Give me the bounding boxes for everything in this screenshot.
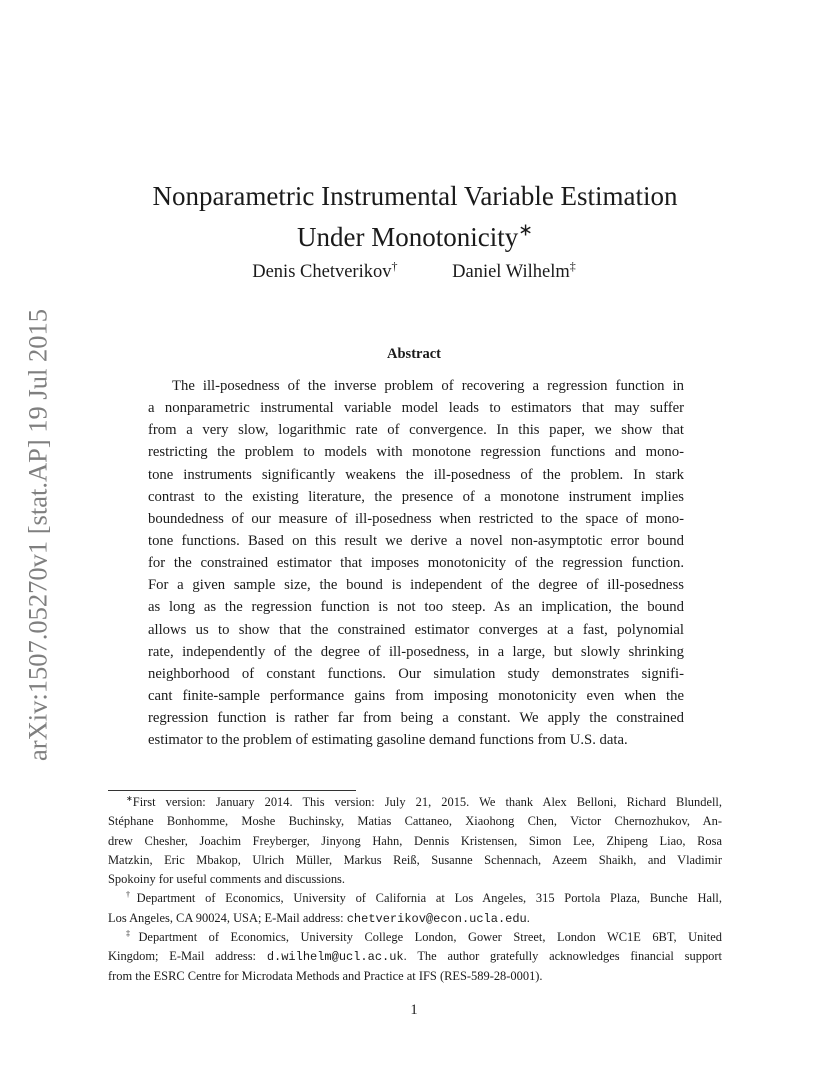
author-chetverikov: Denis Chetverikov† — [252, 258, 398, 282]
abstract-line: tone functions. Based on this result we derive a novel non-asymptotic error bound — [148, 532, 684, 549]
author-wilhelm: Daniel Wilhelm‡ — [452, 258, 576, 282]
footnote-chetverikov-email-line: Los Angeles, CA 90024, USA; E-Mail address: chetverikov@econ.ucla.edu. — [108, 910, 530, 926]
abstract-line: allows us to show that the constrained estimator converges at a fast, polynomial — [148, 621, 684, 638]
abstract-line: a nonparametric instrumental variable model leads to estimators that may suffer — [148, 400, 684, 417]
footnote-wilhelm-affiliation: ‡Department of Economics, University College London, Gower Street, London WC1E 6BT, United — [126, 929, 722, 945]
footnotes — [108, 793, 722, 986]
abstract-line: boundedness of our measure of ill-posedness when restricted to the space of mono- — [148, 510, 684, 527]
abstract-line: estimator to the problem of estimating gasoline demand functions from U.S. data. — [148, 732, 628, 749]
footnote-version-line: Matzkin, Eric Mbakop, Ulrich Müller, Markus Reiß, Susanne Schennach, Azeem Shaikh, and Vladimir — [108, 852, 722, 867]
title-line-2: Under Monotonicity∗ — [297, 219, 533, 253]
title-footnote-mark: ∗ — [518, 219, 533, 240]
email-link[interactable]: chetverikov@econ.ucla.edu — [346, 911, 527, 926]
abstract-line: restricting the problem to models with monotone regression functions and mono- — [148, 444, 684, 461]
abstract-line: For a given sample size, the bound is independent of the degree of ill-posedness — [148, 577, 684, 594]
arxiv-identifier: arXiv:1507.05270v1 [stat.AP] 19 Jul 2015 — [22, 309, 53, 761]
email-link[interactable]: d.wilhelm@ucl.ac.uk — [266, 950, 404, 965]
footnote-version-line: drew Chesher, Joachim Freyberger, Jinyong Hahn, Dennis Kristensen, Simon Lee, Zhipeng Liao, Rosa — [108, 833, 722, 848]
abstract-line: as long as the regression function is not too steep. As an implication, the bound — [148, 599, 684, 616]
footnote-version-line: Stéphane Bonhomme, Moshe Buchinsky, Matias Cattaneo, Xiaohong Chen, Victor Chernozhukov, An- — [108, 814, 722, 829]
abstract-line: neighborhood of constant functions. Our simulation study demonstrates signifi- — [148, 665, 684, 682]
footnote-version-line: Spokoiny for useful comments and discussions. — [108, 872, 345, 887]
abstract-line: tone instruments significantly weakens the ill-posedness of the problem. In stark — [148, 466, 684, 483]
abstract-text — [148, 375, 684, 751]
author-list — [0, 258, 828, 283]
abstract-line: The ill-posedness of the inverse problem of recovering a regression function in — [172, 378, 684, 394]
paper-title — [100, 176, 730, 258]
page-number: 1 — [410, 1002, 418, 1018]
abstract-line: cant finite-sample performance gains from imposing monotonicity even when the — [148, 687, 684, 704]
title-line-1: Nonparametric Instrumental Variable Estimation — [152, 181, 678, 212]
footnote-version-line: ∗First version: January 2014. This version: July 21, 2015. We thank Alex Belloni, Richard Blundell, — [126, 794, 722, 809]
abstract-heading: Abstract — [387, 346, 441, 362]
abstract-line: for the constrained estimator that imposes monotonicity of the regression function. — [148, 555, 684, 572]
abstract-line: regression function is rather far from being a constant. We apply the constrained — [148, 710, 684, 727]
footnote-separator — [108, 790, 356, 791]
abstract-line: from a very slow, logarithmic rate of convergence. In this paper, we show that — [148, 422, 684, 439]
footnote-chetverikov-affiliation: †Department of Economics, University of California at Los Angeles, 315 Portola Plaza, Bunche Hall, — [126, 890, 722, 906]
abstract-line: rate, independently of the degree of ill-posedness, in a large, but slowly shrinking — [148, 643, 684, 660]
footnote-wilhelm-email-line: Kingdom; E-Mail address: d.wilhelm@ucl.ac.uk. The author gratefully acknowledges financial support — [108, 949, 722, 965]
abstract-line: contrast to the existing literature, the presence of a monotone instrument implies — [148, 488, 684, 505]
footnote-wilhelm-funding: from the ESRC Centre for Microdata Methods and Practice at IFS (RES-589-28-0001). — [108, 968, 543, 983]
